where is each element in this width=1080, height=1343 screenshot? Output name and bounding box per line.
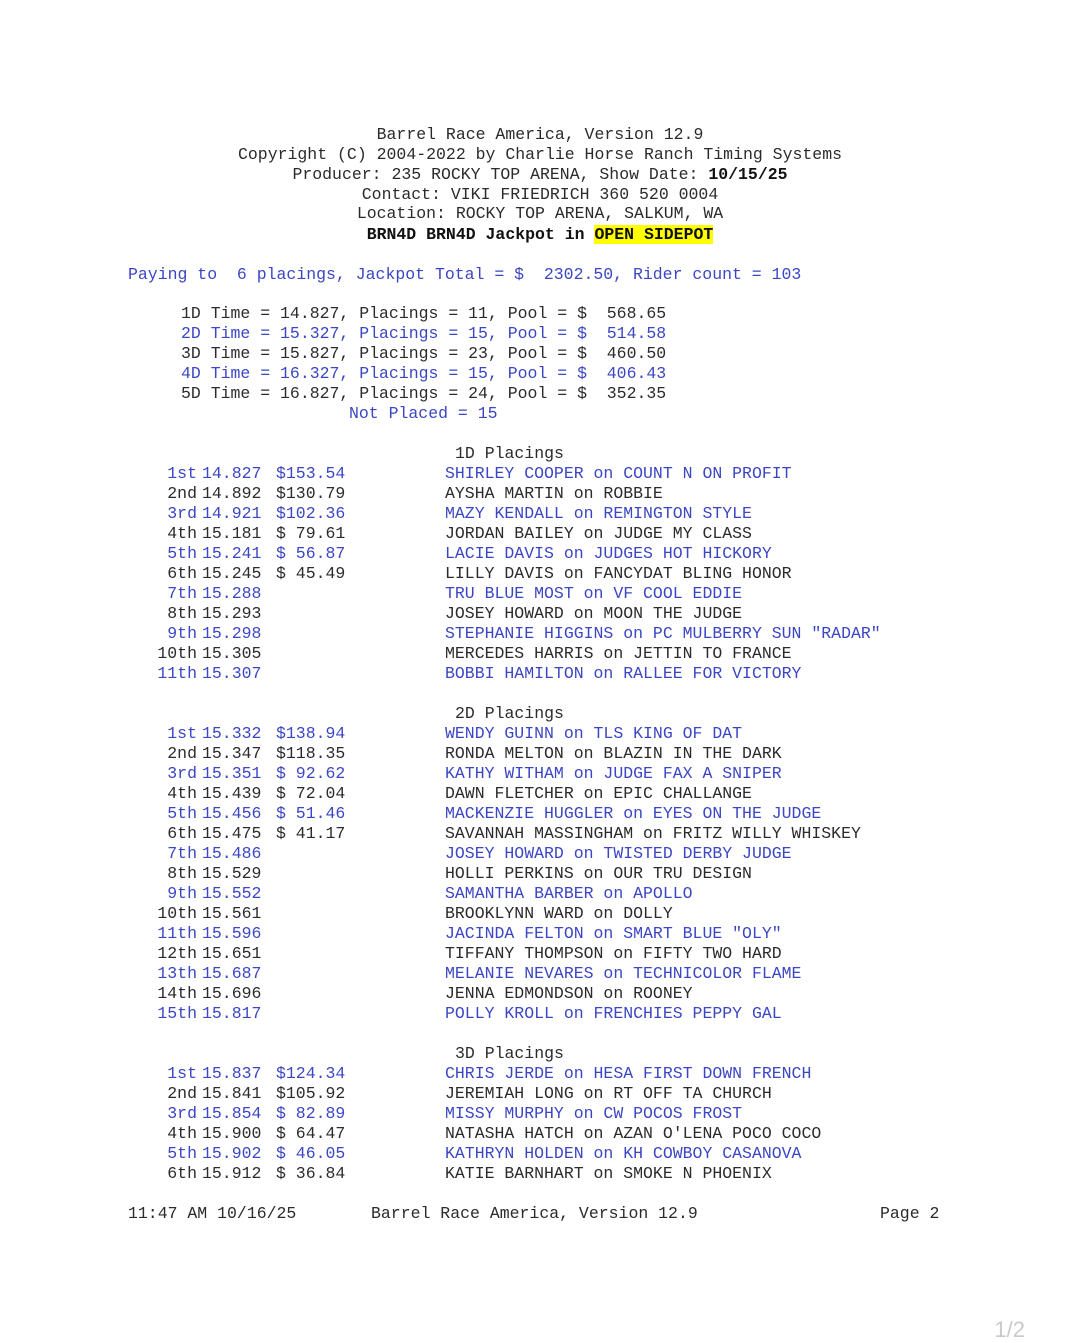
placing-rider: JACINDA FELTON on SMART BLUE "OLY" bbox=[445, 924, 782, 943]
placing-time: 15.305 bbox=[202, 644, 262, 663]
division-row: 2D Time = 15.327, Placings = 15, Pool = $ 514.58 bbox=[181, 324, 667, 343]
placing-rank: 7th bbox=[167, 584, 197, 603]
placing-payout: $105.92 bbox=[276, 1084, 346, 1103]
placing-rank: 6th bbox=[167, 1164, 197, 1183]
placing-rank: 12th bbox=[157, 944, 197, 963]
header-title: Barrel Race America, Version 12.9 bbox=[376, 125, 704, 144]
placing-rank: 11th bbox=[157, 924, 197, 943]
placing-rider: RONDA MELTON on BLAZIN IN THE DARK bbox=[445, 744, 782, 763]
placing-rank: 4th bbox=[167, 1124, 197, 1143]
placing-rider: KATHY WITHAM on JUDGE FAX A SNIPER bbox=[445, 764, 782, 783]
division-row: 4D Time = 16.327, Placings = 15, Pool = $ 406.43 bbox=[181, 364, 667, 383]
placing-payout: $ 79.61 bbox=[276, 524, 346, 543]
placing-rider: SAMANTHA BARBER on APOLLO bbox=[445, 884, 693, 903]
placing-rank: 1st bbox=[167, 1064, 197, 1083]
placing-rider: KATHRYN HOLDEN on KH COWBOY CASANOVA bbox=[445, 1144, 802, 1163]
placing-rank: 3rd bbox=[167, 1104, 197, 1123]
placing-rider: MAZY KENDALL on REMINGTON STYLE bbox=[445, 504, 752, 523]
placing-time: 15.841 bbox=[202, 1084, 262, 1103]
header-copyright: Copyright (C) 2004-2022 by Charlie Horse Ranch Timing Systems bbox=[238, 145, 842, 164]
placing-time: 15.817 bbox=[202, 1004, 262, 1023]
placing-rank: 8th bbox=[167, 864, 197, 883]
placing-rank: 9th bbox=[167, 624, 197, 643]
placing-rank: 4th bbox=[167, 784, 197, 803]
header-event bbox=[0, 225, 1080, 245]
placing-time: 15.696 bbox=[202, 984, 262, 1003]
placing-rank: 1st bbox=[167, 724, 197, 743]
event-prefix: BRN4D BRN4D Jackpot in bbox=[366, 225, 595, 244]
placing-payout: $ 36.84 bbox=[276, 1164, 346, 1183]
placing-rider: JENNA EDMONDSON on ROONEY bbox=[445, 984, 693, 1003]
placing-time: 15.687 bbox=[202, 964, 262, 983]
placing-rider: JEREMIAH LONG on RT OFF TA CHURCH bbox=[445, 1084, 772, 1103]
placing-time: 15.288 bbox=[202, 584, 262, 603]
placing-rider: BROOKLYNN WARD on DOLLY bbox=[445, 904, 673, 923]
placing-payout: $ 41.17 bbox=[276, 824, 346, 843]
header-contact: Contact: VIKI FRIEDRICH 360 520 0004 bbox=[361, 185, 719, 204]
division-row: 5D Time = 16.827, Placings = 24, Pool = $ 352.35 bbox=[181, 384, 667, 403]
placing-time: 15.307 bbox=[202, 664, 262, 683]
placing-rank: 11th bbox=[157, 664, 197, 683]
placing-rank: 4th bbox=[167, 524, 197, 543]
placing-rank: 6th bbox=[167, 824, 197, 843]
placing-rider: NATASHA HATCH on AZAN O'LENA POCO COCO bbox=[445, 1124, 822, 1143]
placing-time: 15.902 bbox=[202, 1144, 262, 1163]
placing-time: 15.552 bbox=[202, 884, 262, 903]
placing-rider: MELANIE NEVARES on TECHNICOLOR FLAME bbox=[445, 964, 802, 983]
placing-rider: MERCEDES HARRIS on JETTIN TO FRANCE bbox=[445, 644, 792, 663]
placing-payout: $ 45.49 bbox=[276, 564, 346, 583]
placing-time: 15.332 bbox=[202, 724, 262, 743]
placing-rank: 3rd bbox=[167, 504, 197, 523]
placing-time: 14.921 bbox=[202, 504, 262, 523]
placing-rider: STEPHANIE HIGGINS on PC MULBERRY SUN "RADAR" bbox=[445, 624, 881, 643]
show-date: 10/15/25 bbox=[708, 165, 788, 184]
placing-rider: HOLLI PERKINS on OUR TRU DESIGN bbox=[445, 864, 752, 883]
placing-time: 15.900 bbox=[202, 1124, 262, 1143]
placing-rider: BOBBI HAMILTON on RALLEE FOR VICTORY bbox=[445, 664, 802, 683]
placing-rank: 5th bbox=[167, 1144, 197, 1163]
section-title: 2D Placings bbox=[455, 704, 564, 723]
footer-app: Barrel Race America, Version 12.9 bbox=[371, 1204, 698, 1223]
producer-label: Producer: 235 ROCKY TOP ARENA, Show Date: bbox=[292, 165, 709, 184]
placing-time: 15.854 bbox=[202, 1104, 262, 1123]
page-indicator: 1/2 bbox=[994, 1317, 1025, 1342]
placing-rider: JOSEY HOWARD on TWISTED DERBY JUDGE bbox=[445, 844, 792, 863]
footer-timestamp: 11:47 AM 10/16/25 bbox=[128, 1204, 297, 1223]
placing-rank: 2nd bbox=[167, 484, 197, 503]
placing-rank: 10th bbox=[157, 904, 197, 923]
footer-page: Page 2 bbox=[880, 1204, 940, 1223]
placing-rider: DAWN FLETCHER on EPIC CHALLANGE bbox=[445, 784, 752, 803]
placing-time: 15.293 bbox=[202, 604, 262, 623]
placing-rider: LACIE DAVIS on JUDGES HOT HICKORY bbox=[445, 544, 772, 563]
not-placed: Not Placed = 15 bbox=[349, 404, 498, 423]
placing-rider: CHRIS JERDE on HESA FIRST DOWN FRENCH bbox=[445, 1064, 812, 1083]
placing-time: 15.561 bbox=[202, 904, 262, 923]
placing-payout: $118.35 bbox=[276, 744, 346, 763]
placing-time: 15.439 bbox=[202, 784, 262, 803]
placing-rank: 5th bbox=[167, 544, 197, 563]
placing-rider: POLLY KROLL on FRENCHIES PEPPY GAL bbox=[445, 1004, 782, 1023]
placing-rider: SHIRLEY COOPER on COUNT N ON PROFIT bbox=[445, 464, 792, 483]
placing-rank: 2nd bbox=[167, 744, 197, 763]
header-producer bbox=[0, 165, 1080, 185]
placing-rider: TIFFANY THOMPSON on FIFTY TWO HARD bbox=[445, 944, 782, 963]
placing-rank: 8th bbox=[167, 604, 197, 623]
placing-rank: 13th bbox=[157, 964, 197, 983]
division-row: 1D Time = 14.827, Placings = 11, Pool = $ 568.65 bbox=[181, 304, 667, 323]
placing-rank: 7th bbox=[167, 844, 197, 863]
placing-time: 15.347 bbox=[202, 744, 262, 763]
placing-payout: $ 64.47 bbox=[276, 1124, 346, 1143]
placing-payout: $ 56.87 bbox=[276, 544, 346, 563]
placing-rider: MISSY MURPHY on CW POCOS FROST bbox=[445, 1104, 743, 1123]
placing-rider: JOSEY HOWARD on MOON THE JUDGE bbox=[445, 604, 743, 623]
placing-rank: 9th bbox=[167, 884, 197, 903]
placing-time: 15.245 bbox=[202, 564, 262, 583]
placing-time: 15.486 bbox=[202, 844, 262, 863]
placing-rank: 15th bbox=[157, 1004, 197, 1023]
placing-time: 15.181 bbox=[202, 524, 262, 543]
placing-payout: $ 72.04 bbox=[276, 784, 346, 803]
placing-time: 14.827 bbox=[202, 464, 262, 483]
section-title: 1D Placings bbox=[455, 444, 564, 463]
placing-time: 15.596 bbox=[202, 924, 262, 943]
placing-rider: AYSHA MARTIN on ROBBIE bbox=[445, 484, 663, 503]
placing-rank: 2nd bbox=[167, 1084, 197, 1103]
division-row: 3D Time = 15.827, Placings = 23, Pool = $ 460.50 bbox=[181, 344, 667, 363]
placing-payout: $124.34 bbox=[276, 1064, 346, 1083]
placing-time: 15.241 bbox=[202, 544, 262, 563]
placing-time: 14.892 bbox=[202, 484, 262, 503]
placing-time: 15.298 bbox=[202, 624, 262, 643]
placing-time: 15.651 bbox=[202, 944, 262, 963]
placing-rider: MACKENZIE HUGGLER on EYES ON THE JUDGE bbox=[445, 804, 822, 823]
placing-payout: $ 46.05 bbox=[276, 1144, 346, 1163]
placing-rider: JORDAN BAILEY on JUDGE MY CLASS bbox=[445, 524, 752, 543]
placing-time: 15.456 bbox=[202, 804, 262, 823]
placing-time: 15.351 bbox=[202, 764, 262, 783]
placing-payout: $ 92.62 bbox=[276, 764, 346, 783]
placing-time: 15.475 bbox=[202, 824, 262, 843]
placing-rank: 10th bbox=[157, 644, 197, 663]
placing-rider: WENDY GUINN on TLS KING OF DAT bbox=[445, 724, 743, 743]
placing-rider: KATIE BARNHART on SMOKE N PHOENIX bbox=[445, 1164, 772, 1183]
placing-rank: 3rd bbox=[167, 764, 197, 783]
placing-rank: 6th bbox=[167, 564, 197, 583]
placing-payout: $102.36 bbox=[276, 504, 346, 523]
placing-rider: SAVANNAH MASSINGHAM on FRITZ WILLY WHISKEY bbox=[445, 824, 861, 843]
placing-rank: 1st bbox=[167, 464, 197, 483]
placing-time: 15.837 bbox=[202, 1064, 262, 1083]
header-location: Location: ROCKY TOP ARENA, SALKUM, WA bbox=[356, 204, 724, 223]
placing-rank: 5th bbox=[167, 804, 197, 823]
placing-time: 15.912 bbox=[202, 1164, 262, 1183]
placing-payout: $138.94 bbox=[276, 724, 346, 743]
jackpot-summary: Paying to 6 placings, Jackpot Total = $ 2302.50, Rider count = 103 bbox=[128, 265, 802, 284]
event-highlight: OPEN SIDEPOT bbox=[594, 225, 714, 244]
placing-payout: $153.54 bbox=[276, 464, 346, 483]
placing-time: 15.529 bbox=[202, 864, 262, 883]
placing-payout: $ 51.46 bbox=[276, 804, 346, 823]
placing-payout: $130.79 bbox=[276, 484, 346, 503]
placing-payout: $ 82.89 bbox=[276, 1104, 346, 1123]
placing-rank: 14th bbox=[157, 984, 197, 1003]
section-title: 3D Placings bbox=[455, 1044, 564, 1063]
placing-rider: LILLY DAVIS on FANCYDAT BLING HONOR bbox=[445, 564, 792, 583]
placing-rider: TRU BLUE MOST on VF COOL EDDIE bbox=[445, 584, 743, 603]
